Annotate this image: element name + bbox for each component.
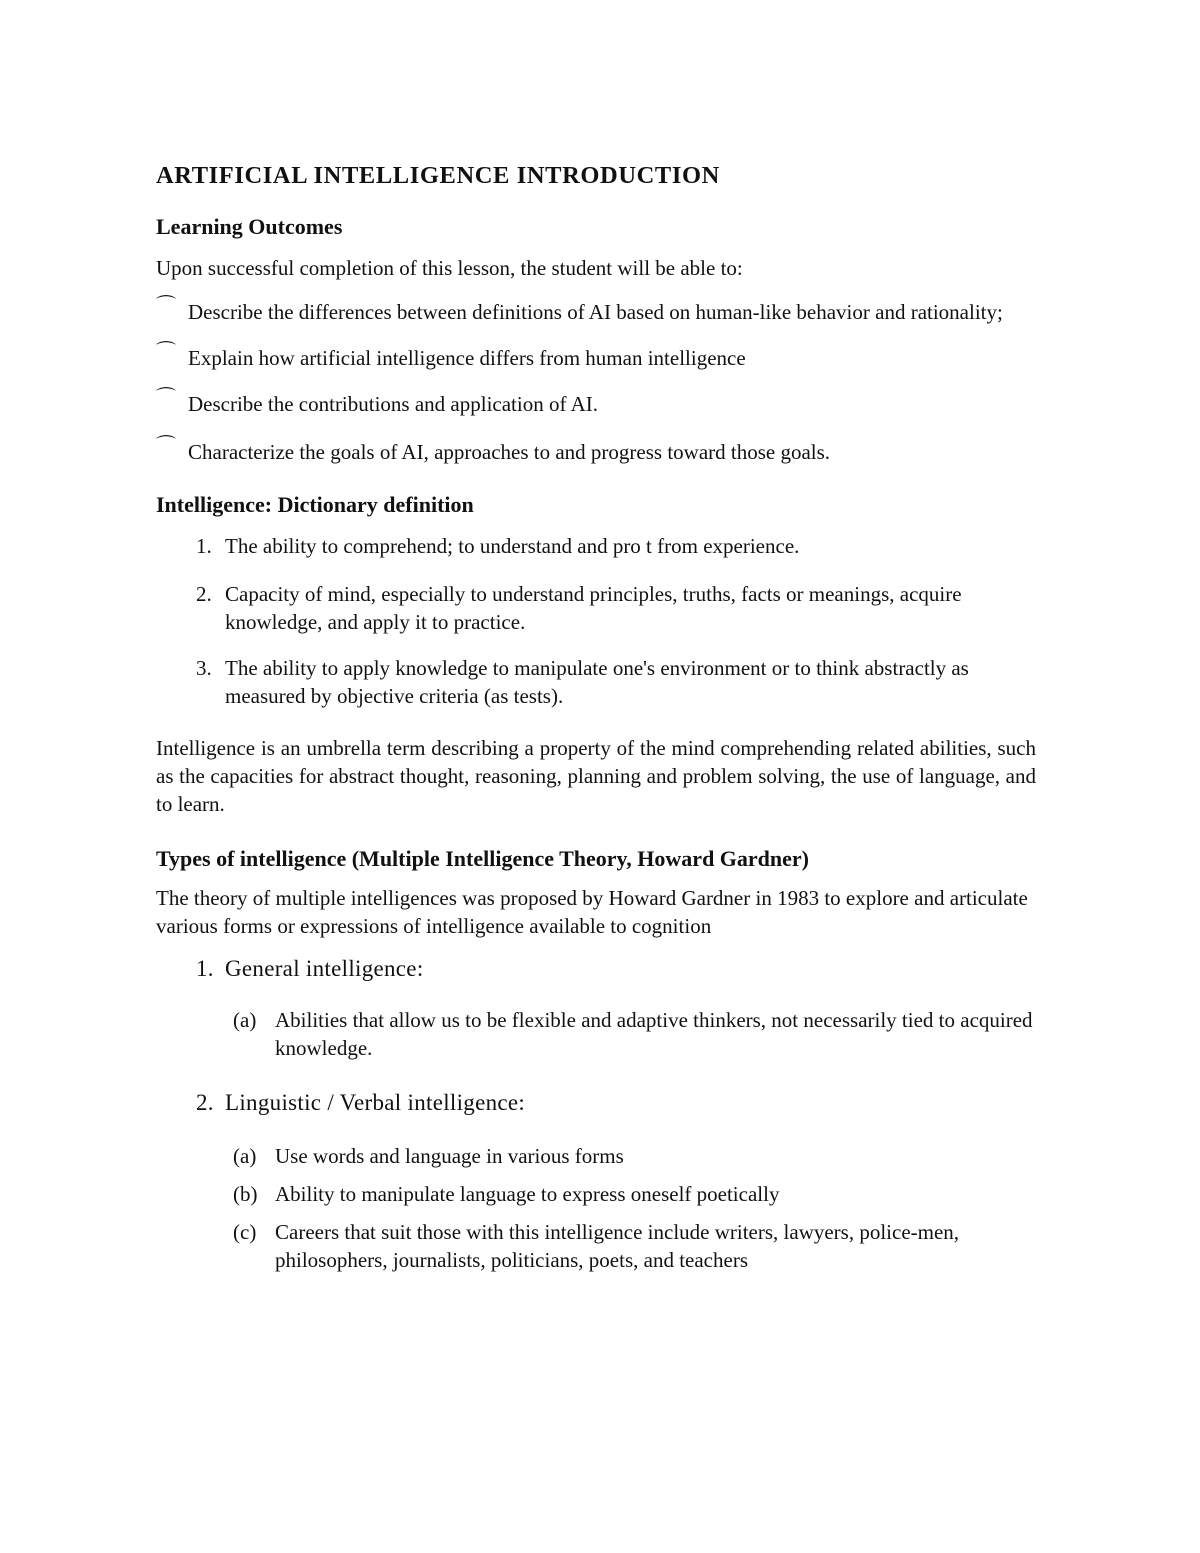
intelligence-sub-item: (a) Use words and language in various forms [233, 1144, 624, 1168]
dictionary-definition-heading: Intelligence: Dictionary definition [156, 492, 474, 517]
types-intro: The theory of multiple intelligences was proposed by Howard Gardner in 1983 to explore and articulate various forms or expressions of intelligence available to cognition [156, 886, 1028, 938]
intelligence-summary: Intelligence is an umbrella term describing a property of the mind comprehending related abilities, such as the capacities for abstract thought, reasoning, planning and problem solving, the use of language, and to learn. [156, 736, 1036, 816]
outcome-item: ⌒ Describe the contributions and application of AI. [156, 390, 1036, 418]
intelligence-type-heading: 1. General intelligence: [196, 956, 424, 981]
learning-outcomes-heading: Learning Outcomes [156, 214, 343, 239]
intelligence-sub-item: (c) Careers that suit those with this intelligence include writers, lawyers, police-men, philosophers, journalists, politicians, poets, and teachers [233, 1220, 960, 1272]
outcome-item: ⌒ Explain how artificial intelligence differs from human intelligence [156, 344, 1036, 372]
arc-bullet-icon: ⌒ [156, 341, 176, 363]
outcome-item: ⌒ Describe the differences between definitions of AI based on human-like behavior and rationality; [156, 298, 1036, 326]
intelligence-sub-item: (a) Abilities that allow us to be flexible and adaptive thinkers, not necessarily tied to acquired knowledge. [233, 1008, 1033, 1060]
arc-bullet-icon: ⌒ [156, 295, 176, 317]
document-title: ARTIFICIAL INTELLIGENCE INTRODUCTION [156, 162, 720, 189]
intelligence-sub-item: (b) Ability to manipulate language to express oneself poetically [233, 1182, 780, 1206]
definition-item: 3. The ability to apply knowledge to manipulate one's environment or to think abstractly as measured by objective criteria (as tests). [196, 656, 969, 708]
document-page [156, 158, 1036, 1274]
outcome-item: ⌒ Characterize the goals of AI, approaches to and progress toward those goals. [156, 438, 1036, 466]
intelligence-type-heading: 2. Linguistic / Verbal intelligence: [196, 1090, 526, 1115]
learning-outcomes-intro: Upon successful completion of this lesson, the student will be able to: [156, 256, 743, 280]
types-of-intelligence-heading: Types of intelligence (Multiple Intelligence Theory, Howard Gardner) [156, 846, 810, 871]
definition-item: 2. Capacity of mind, especially to understand principles, truths, facts or meanings, acquire knowledge, and apply it to practice. [196, 582, 962, 634]
arc-bullet-icon: ⌒ [156, 435, 176, 457]
definition-item: 1. The ability to comprehend; to understand and pro t from experience. [196, 534, 800, 558]
arc-bullet-icon: ⌒ [156, 387, 176, 409]
